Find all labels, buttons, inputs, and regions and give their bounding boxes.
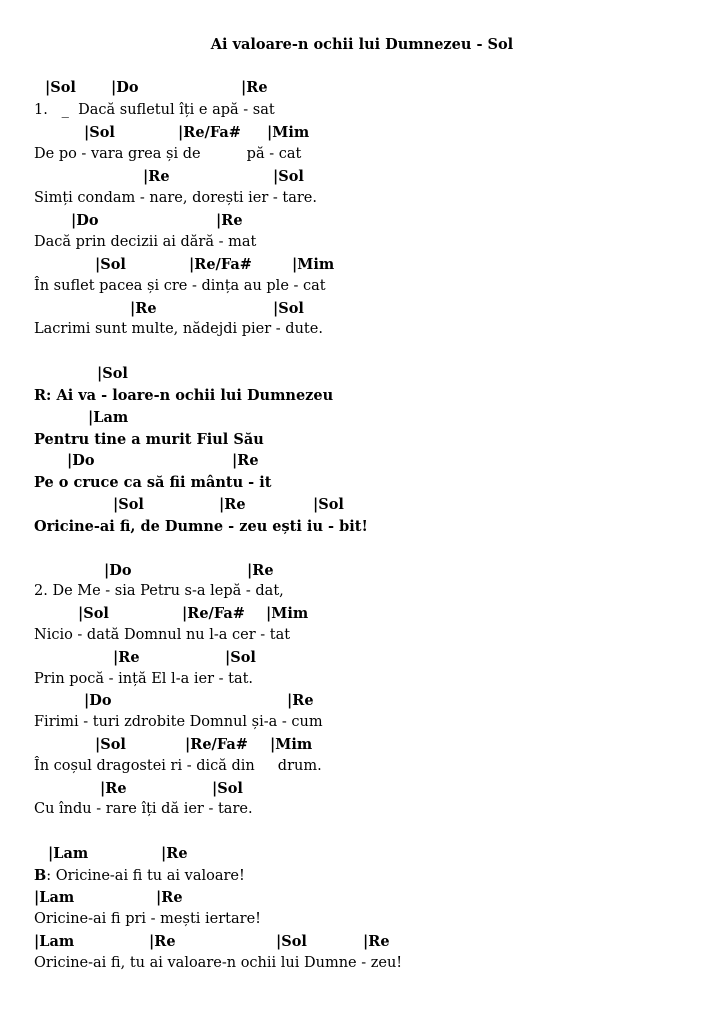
lyric-line [0,627,724,647]
lyric-line [0,758,724,778]
chord: |Re [156,889,183,906]
chord: |Re/Fa# [185,736,248,753]
lyric: R: Ai va - loare-n ochii lui Dumnezeu [34,387,334,404]
chord: |Re/Fa# [178,124,241,141]
lyric-line [0,102,724,122]
lyric: Prin pocă - ință El l-a ier - tat. [34,671,254,687]
chord: |Sol [45,79,76,96]
song-title: Ai valoare-n ochii lui Dumnezeu - Sol [210,36,514,53]
chord-line [0,845,724,865]
chord: |Sol [273,300,304,317]
lyric-line [0,278,724,298]
lyric-line [0,146,724,166]
lyric-line [0,671,724,691]
chord-line [0,409,724,429]
lyric: Oricine-ai fi pri - mești iertare! [34,911,261,927]
chord: |Sol [97,365,128,382]
bridge-text [34,867,245,884]
lyric-line [0,714,724,734]
chord-line [0,692,724,712]
chord: |Mim [292,256,335,273]
chord: |Re [130,300,157,317]
chord: |Mim [267,124,310,141]
chord: |Do [104,562,132,579]
chord: |Re [241,79,268,96]
chord: |Lam [48,845,89,862]
lyric: Pe o cruce ca să fii mântu - it [34,474,272,491]
lyric-line [0,234,724,254]
lyric: : Oricine-ai fi tu ai valoare! [46,868,245,884]
chord: |Re [219,496,246,513]
chord: |Sol [225,649,256,666]
bridge-label: B [34,867,47,884]
chord: |Do [111,79,139,96]
chord-line [0,452,724,472]
chord: |Do [71,212,99,229]
chord: |Lam [88,409,129,426]
lyric-line [0,321,724,341]
chord: |Sol [113,496,144,513]
lyric: Lacrimi sunt multe, nădejdi pier - dute. [34,321,323,337]
chord: |Re [216,212,243,229]
lyric: În suflet pacea și cre - dința au ple - cat [34,278,326,294]
chord: |Mim [270,736,313,753]
chord: |Do [84,692,112,709]
chord: |Re/Fa# [182,605,245,622]
chord: |Sol [276,933,307,950]
lyric-line [0,190,724,210]
lyric: De po - vara grea și de pă - cat [34,146,302,162]
chord-line [0,780,724,800]
chord: |Re [287,692,314,709]
chord: |Re [363,933,390,950]
chord: |Re/Fa# [189,256,252,273]
chord: |Sol [78,605,109,622]
chord-line [0,605,724,625]
lyric-line [0,955,724,975]
refrain-line [0,431,724,451]
chord: |Sol [313,496,344,513]
chord: |Lam [34,889,75,906]
chord-line [0,889,724,909]
chord-line [0,300,724,320]
chord: |Re [161,845,188,862]
chord-line [0,365,724,385]
lyric: Pentru tine a murit Fiul Său [34,431,264,448]
lyric: Simți condam - nare, dorești ier - tare. [34,190,317,206]
chord: |Sol [95,256,126,273]
lyric: Dacă prin decizii ai dără - mat [34,234,257,250]
chord-line [0,933,724,953]
chord-line [0,562,724,582]
chord: |Re [100,780,127,797]
chord-line [0,124,724,144]
chord-line [0,212,724,232]
lyric: În coșul dragostei ri - dică din drum. [34,758,322,774]
chord: |Mim [266,605,309,622]
chord-line [0,256,724,276]
lyric-line [0,911,724,931]
chord-line [0,649,724,669]
refrain-line [0,518,724,538]
refrain-line [0,387,724,407]
chord: |Lam [34,933,75,950]
lyric-line [0,583,724,603]
chord: |Sol [95,736,126,753]
chord-line [0,736,724,756]
lyric: Cu îndu - rare îți dă ier - tare. [34,801,253,817]
chord: |Re [247,562,274,579]
chord-line [0,79,724,99]
lyric: 2. De Me - sia Petru s-a lepă - dat, [34,583,284,599]
lyric-line [0,801,724,821]
chord: |Do [67,452,95,469]
chord: |Sol [84,124,115,141]
chord: |Re [232,452,259,469]
chord: |Re [113,649,140,666]
bridge-line [0,867,724,887]
chord: |Sol [273,168,304,185]
chord: |Re [143,168,170,185]
lyric: Nicio - dată Domnul nu l-a cer - tat [34,627,291,643]
lyric: Oricine-ai fi, tu ai valoare-n ochii lui Dumne - zeu! [34,955,403,971]
lyric: Firimi - turi zdrobite Domnul și-a - cum [34,714,323,730]
chord: |Sol [212,780,243,797]
chord: |Re [149,933,176,950]
lyric: 1. _ Dacă sufletul îți e apă - sat [34,102,275,118]
chord-line [0,496,724,516]
lyric: Oricine-ai fi, de Dumne - zeu ești iu - bit! [34,518,368,535]
chord-line [0,168,724,188]
refrain-line [0,474,724,494]
